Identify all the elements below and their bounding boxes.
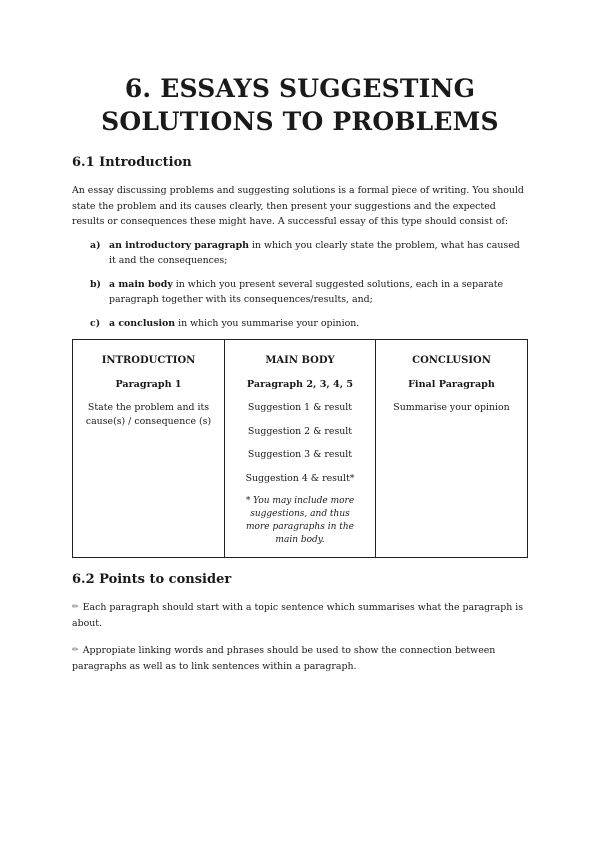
section-heading-introduction: 6.1 Introduction: [72, 155, 192, 170]
column-text: Summarise your opinion: [393, 402, 510, 413]
point-paragraph: [72, 642, 528, 674]
suggestion-line: Suggestion 2 & result: [247, 425, 353, 437]
list-marker: b): [90, 278, 101, 290]
essay-structure-table: [72, 339, 528, 558]
table-footnote: * You may include more suggestions, and thus more paragraphs in the main body.: [245, 496, 355, 545]
pencil-icon: ✏: [72, 645, 79, 654]
list-item-term: an introductory paragraph: [109, 239, 249, 251]
list-item: [72, 316, 528, 332]
title-line-2: SOLUTIONS TO PROBLEMS: [101, 107, 499, 136]
table-column-conclusion: [376, 340, 528, 558]
column-subheading: Final Paragraph: [408, 378, 495, 390]
list-item-text: in which you present several suggested solutions, each in a separate paragraph together with its consequences/results, and;: [109, 278, 504, 305]
section-heading-points: 6.2 Points to consider: [72, 572, 232, 587]
document-page: [72, 72, 528, 674]
list-marker: a): [90, 239, 101, 251]
column-heading: MAIN BODY: [265, 355, 335, 366]
point-text: Appropiate linking words and phrases should be used to show the connection between paragraphs as well as to link sentences within a paragraph.: [72, 645, 496, 672]
list-item-text: in which you clearly state the problem, what has caused it and the consequences;: [109, 239, 520, 266]
list-marker: c): [90, 317, 101, 329]
suggestion-line: Suggestion 1 & result: [247, 402, 353, 413]
table-column-main-body: [225, 340, 376, 558]
title-line-1: 6. ESSAYS SUGGESTING: [124, 74, 476, 103]
point-paragraph: [72, 599, 528, 631]
list-item-term: a conclusion: [109, 317, 176, 329]
point-text: Each paragraph should start with a topic sentence which summarises what the paragraph is about.: [72, 602, 524, 629]
list-item-term: a main body: [109, 278, 173, 290]
column-subheading: Paragraph 2, 3, 4, 5: [246, 378, 354, 390]
suggestion-line: Suggestion 4 & result*: [245, 472, 355, 484]
list-item-text: in which you summarise your opinion.: [175, 317, 360, 329]
column-heading: INTRODUCTION: [101, 355, 196, 366]
list-item: [72, 238, 528, 269]
pencil-icon: ✏: [72, 602, 79, 611]
column-subheading: Paragraph 1: [115, 378, 182, 390]
column-heading: CONCLUSION: [412, 355, 491, 366]
intro-paragraph: An essay discussing problems and suggesting solutions is a formal piece of writing. You should state the problem and its causes clearly, then present your suggestions and the expected results or consequences these might have. A successful essay of this type should consist of:: [72, 185, 524, 227]
essay-structure-list: [72, 238, 528, 332]
table-column-introduction: [73, 340, 225, 558]
page-title: [72, 72, 528, 138]
column-text: State the problem and its cause(s) / consequence (s): [85, 402, 212, 427]
suggestion-line: Suggestion 3 & result: [247, 449, 353, 460]
list-item: [72, 277, 528, 308]
